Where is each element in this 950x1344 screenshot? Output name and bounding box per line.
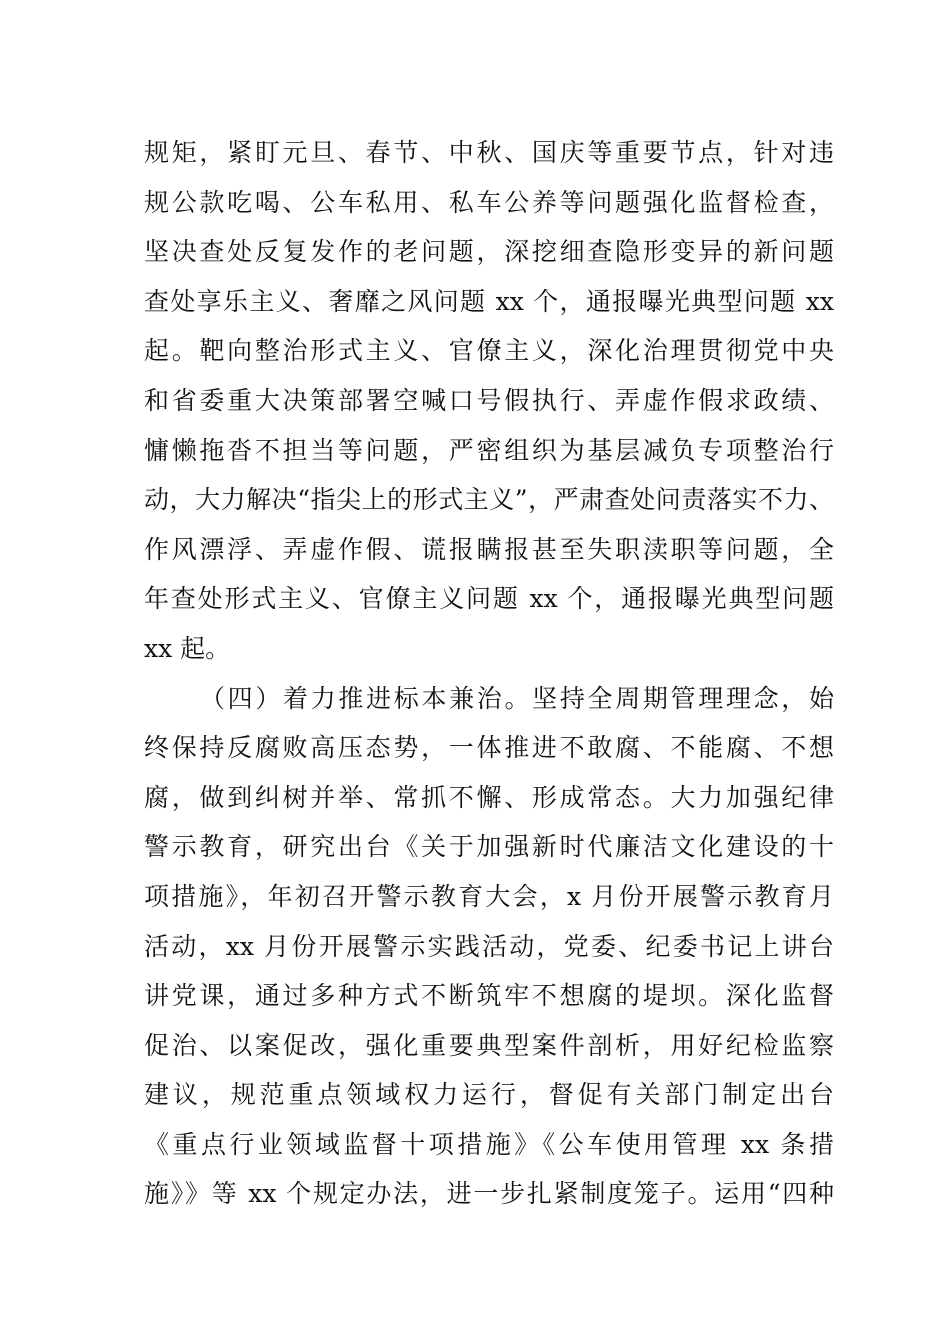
- text-line: xx 起。: [144, 633, 231, 663]
- text-line: 活动，xx 月份开展警示实践活动，党委、纪委书记上讲台: [144, 931, 834, 961]
- text-line: 讲党课，通过多种方式不断筑牢不想腐的堤坝。深化监督: [144, 981, 834, 1011]
- text-line: 作风漂浮、弄虚作假、谎报瞒报甚至失职渎职等问题，全: [144, 534, 834, 564]
- section-heading-line: （四）着力推进标本兼治。坚持全周期管理理念，始: [200, 683, 834, 713]
- text-line: 动，大力解决“指尖上的形式主义”，严肃查处问责落实不力、: [144, 485, 834, 515]
- text-line: 规公款吃喝、公车私用、私车公养等问题强化监督检查，: [144, 187, 834, 217]
- text-line: 建议，规范重点领域权力运行，督促有关部门制定出台: [144, 1080, 834, 1110]
- text-line: 终保持反腐败高压态势，一体推进不敢腐、不能腐、不想: [144, 733, 834, 763]
- text-line: 施》》等 xx 个规定办法，进一步扎紧制度笼子。运用“四种: [144, 1179, 834, 1209]
- text-line: 规矩，紧盯元旦、春节、中秋、国庆等重要节点，针对违: [144, 138, 834, 167]
- text-line: 项措施》，年初召开警示教育大会，x 月份开展警示教育月: [144, 881, 834, 911]
- text-line: 《重点行业领域监督十项措施》《公车使用管理 xx 条措: [144, 1129, 834, 1159]
- text-line: 警示教育，研究出台《关于加强新时代廉洁文化建设的十: [144, 832, 834, 862]
- text-line: 和省委重大决策部署空喊口号假执行、弄虚作假求政绩、: [144, 385, 834, 415]
- text-line: 年查处形式主义、官僚主义问题 xx 个，通报曝光典型问题: [144, 584, 834, 614]
- text-line: 促治、以案促改，强化重要典型案件剖析，用好纪检监察: [144, 1030, 834, 1060]
- text-line: 起。靶向整治形式主义、官僚主义，深化治理贯彻党中央: [144, 336, 834, 366]
- text-line: 慵懒拖沓不担当等问题，严密组织为基层减负专项整治行: [144, 435, 834, 465]
- body-text: [144, 128, 834, 1219]
- text-line: 腐，做到纠树并举、常抓不懈、形成常态。大力加强纪律: [144, 782, 834, 812]
- text-line: 查处享乐主义、奢靡之风问题 xx 个，通报曝光典型问题 xx: [144, 286, 834, 316]
- text-line: 坚决查处反复发作的老问题，深挖细查隐形变异的新问题: [144, 237, 834, 267]
